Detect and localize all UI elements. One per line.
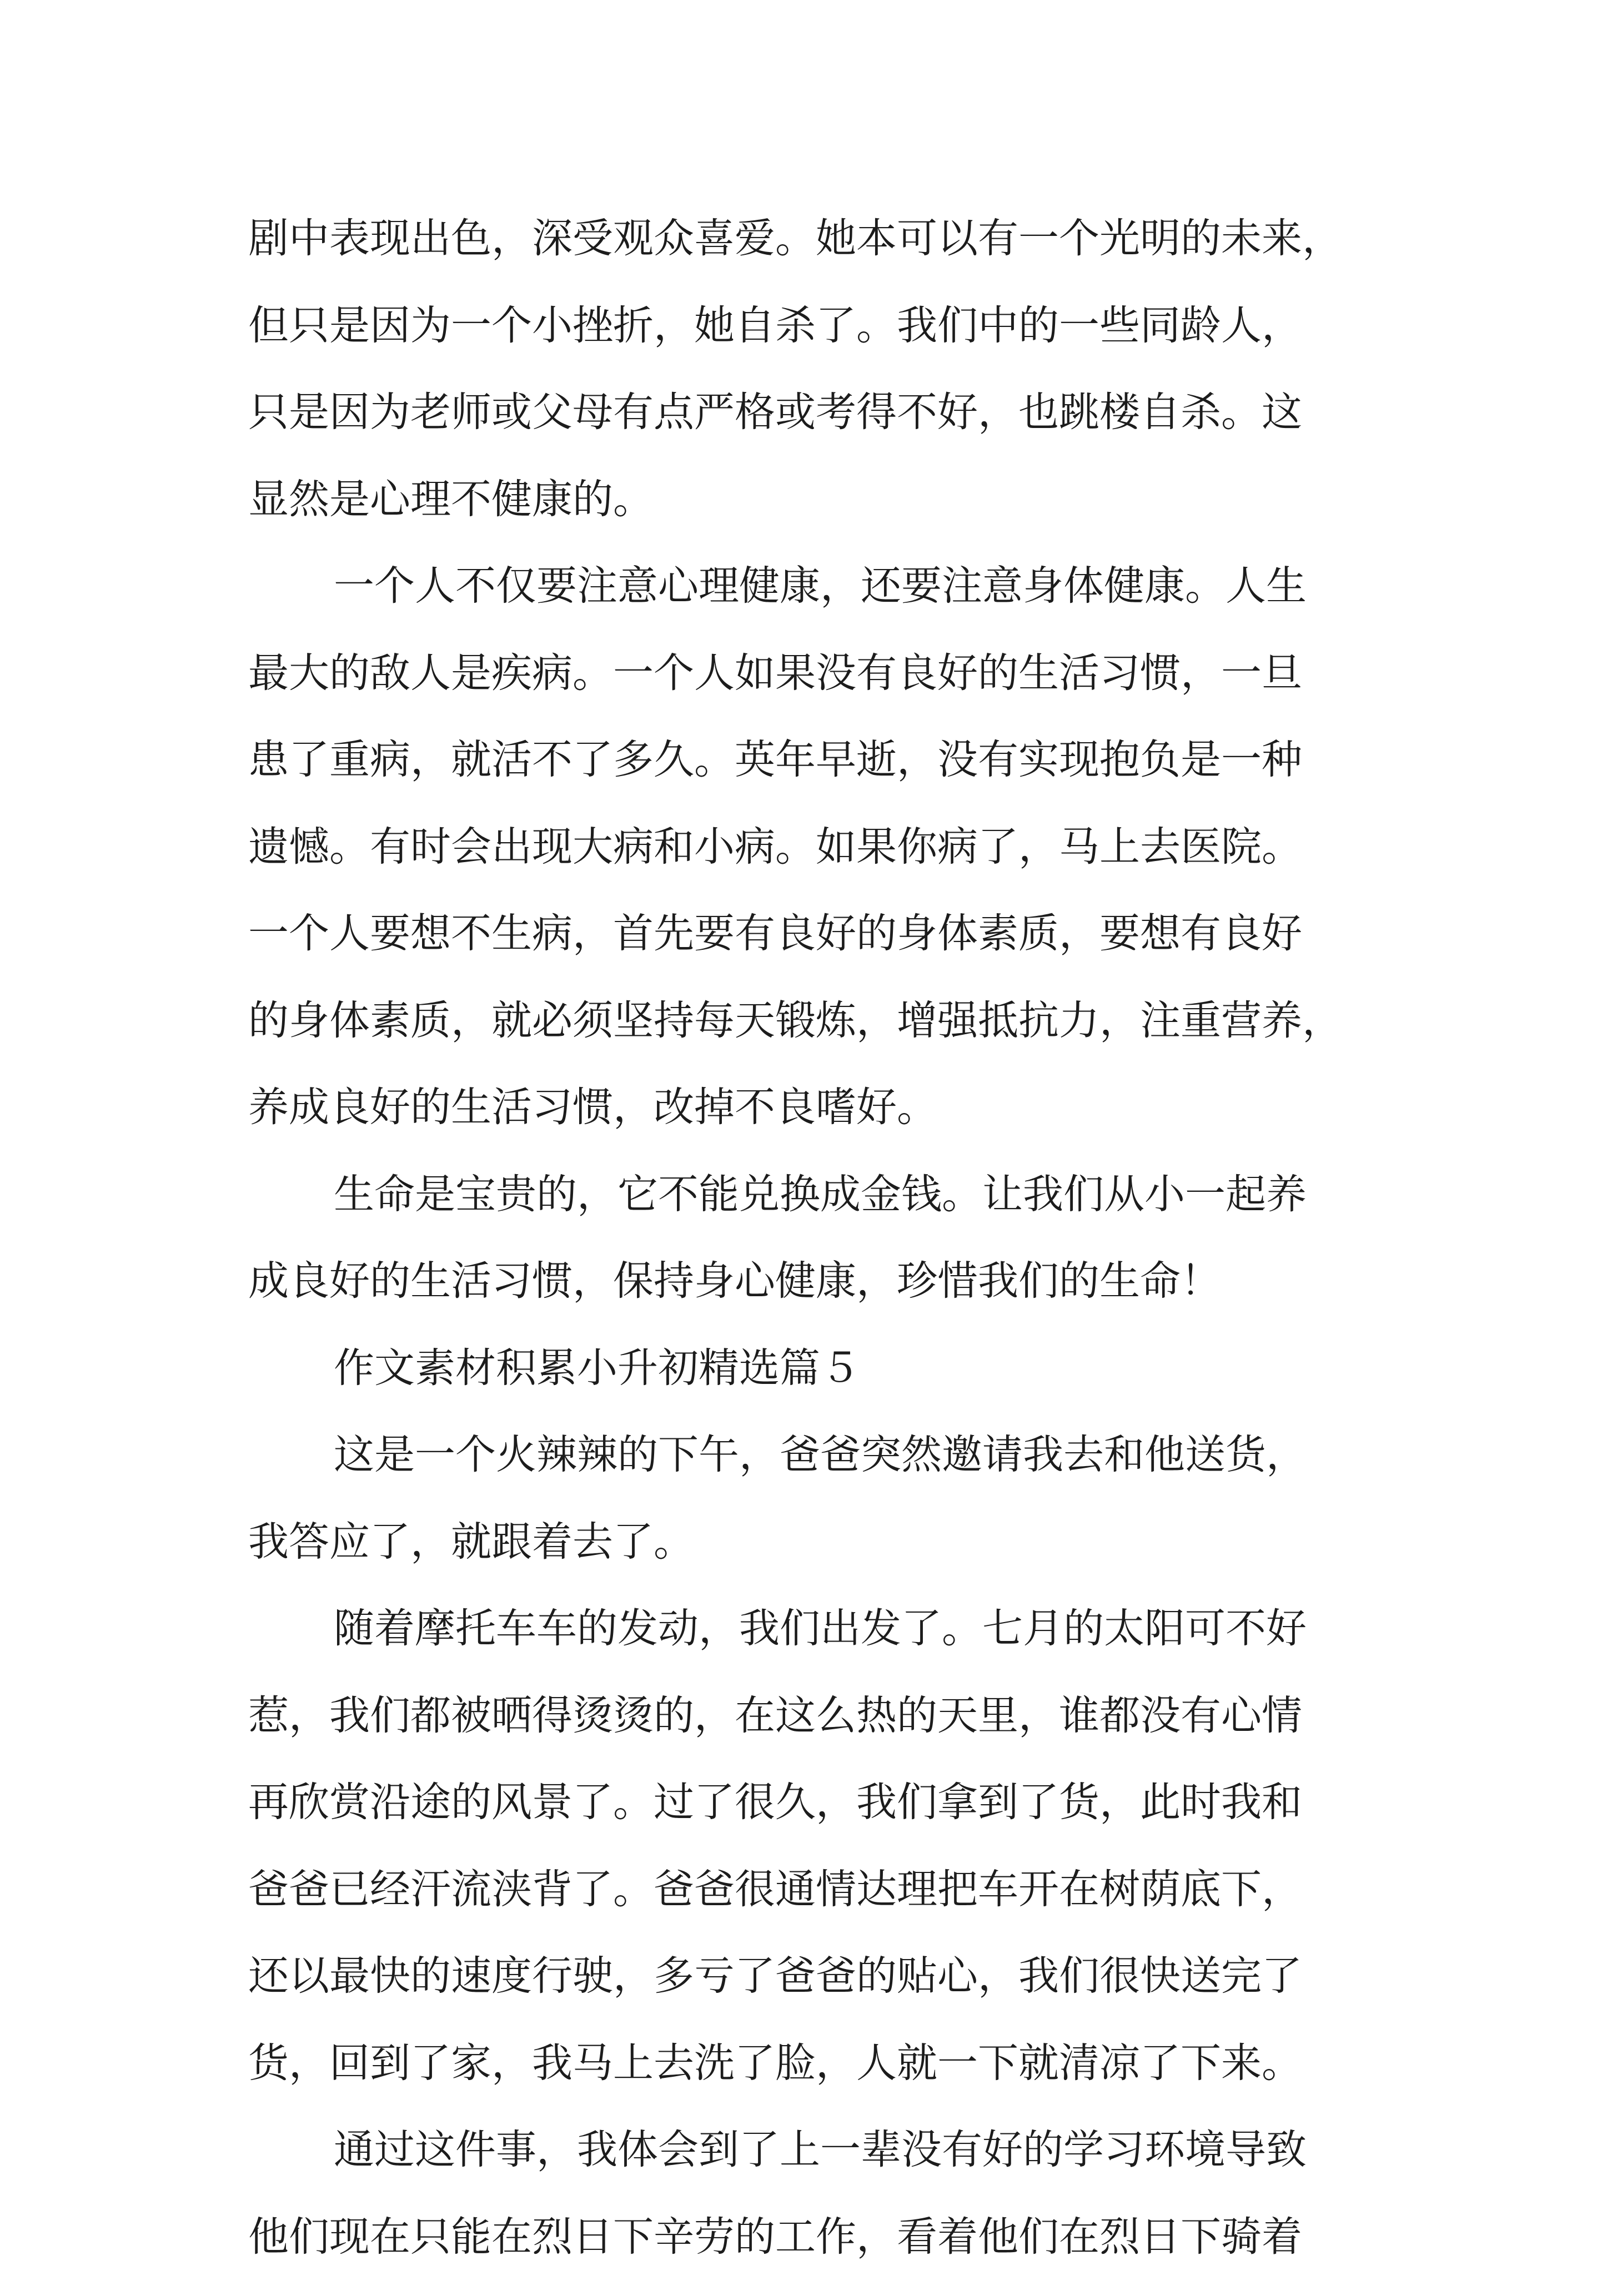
text-line: 剧中表现出色，深受观众喜爱。她本可以有一个光明的未来， xyxy=(248,211,1381,298)
paragraph-start-line: 生命是宝贵的，它不能兑换成金钱。让我们从小一起养 xyxy=(248,1167,1381,1254)
document-body xyxy=(248,211,1381,2296)
text-line: 养成良好的生活习惯，改掉不良嗜好。 xyxy=(248,1080,1381,1167)
text-line: 显然是心理不健康的。 xyxy=(248,472,1381,559)
text-line: 货，回到了家，我马上去洗了脸，人就一下就清凉了下来。 xyxy=(248,2036,1381,2123)
text-line: 但只是因为一个小挫折，她自杀了。我们中的一些同龄人， xyxy=(248,298,1381,385)
section-heading: 作文素材积累小升初精选篇５ xyxy=(248,1341,1381,1428)
text-line: 他们现在只能在烈日下辛劳的工作，看着他们在烈日下骑着 xyxy=(248,2209,1381,2296)
text-line: 只是因为老师或父母有点严格或考得不好，也跳楼自杀。这 xyxy=(248,385,1381,472)
paragraph-start-line: 通过这件事，我体会到了上一辈没有好的学习环境导致 xyxy=(248,2122,1381,2209)
text-line: 患了重病，就活不了多久。英年早逝，没有实现抱负是一种 xyxy=(248,732,1381,819)
text-line: 惹，我们都被晒得烫烫的，在这么热的天里，谁都没有心情 xyxy=(248,1688,1381,1775)
text-line: 还以最快的速度行驶，多亏了爸爸的贴心，我们很快送完了 xyxy=(248,1948,1381,2036)
text-line: 爸爸已经汗流浃背了。爸爸很通情达理把车开在树荫底下， xyxy=(248,1862,1381,1949)
text-line: 遗憾。有时会出现大病和小病。如果你病了，马上去医院。 xyxy=(248,819,1381,907)
text-line: 成良好的生活习惯，保持身心健康，珍惜我们的生命！ xyxy=(248,1253,1381,1341)
paragraph-start-line: 一个人不仅要注意心理健康，还要注意身体健康。人生 xyxy=(248,558,1381,646)
text-line: 的身体素质，就必须坚持每天锻炼，增强抵抗力，注重营养， xyxy=(248,993,1381,1080)
paragraph-start-line: 这是一个火辣辣的下午，爸爸突然邀请我去和他送货， xyxy=(248,1427,1381,1514)
text-line: 最大的敌人是疾病。一个人如果没有良好的生活习惯，一旦 xyxy=(248,646,1381,733)
paragraph-start-line: 随着摩托车车的发动，我们出发了。七月的太阳可不好 xyxy=(248,1601,1381,1688)
text-line: 一个人要想不生病，首先要有良好的身体素质，要想有良好 xyxy=(248,906,1381,993)
text-line: 我答应了，就跟着去了。 xyxy=(248,1514,1381,1602)
text-line: 再欣赏沿途的风景了。过了很久，我们拿到了货，此时我和 xyxy=(248,1775,1381,1862)
